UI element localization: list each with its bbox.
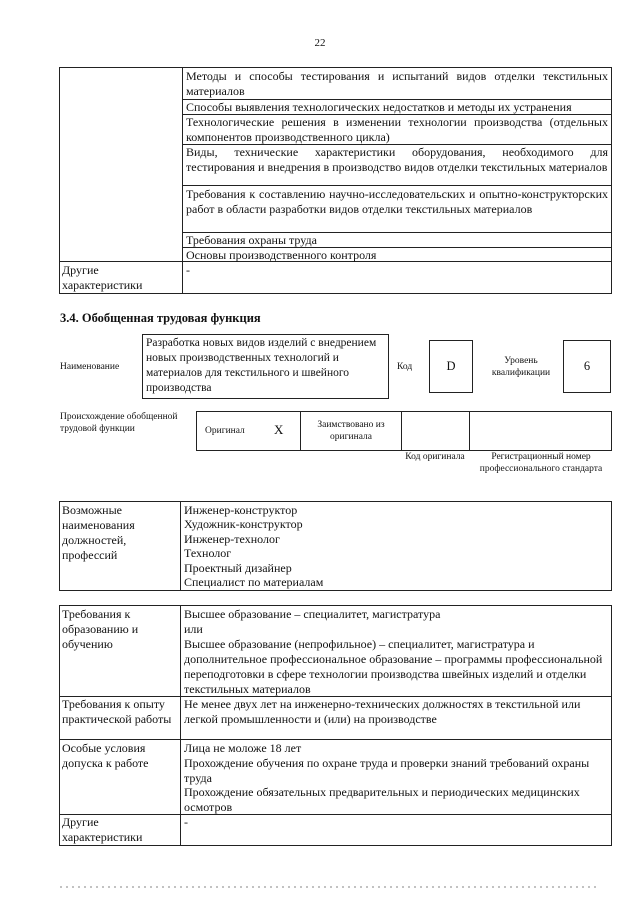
reg-number-caption: Регистрационный номер профессионального стандарта [479,452,603,474]
knowledge-item: Основы производственного контроля [186,248,377,262]
education-label: Требования к образованию и обучению [62,607,139,651]
level-label: Уровень квалификации [491,356,551,378]
page-number: 22 [314,37,326,49]
other-characteristics-label: Другие характеристики [62,263,143,292]
section-heading: 3.4. Обобщенная трудовая функция [60,311,261,325]
origin-label: Происхождение обобщенной трудовой функции [60,412,178,434]
experience-value: Не менее двух лет на инженерно-технических должностях в текстильной или легкой промышленности и (или) на производстве [184,697,581,726]
scan-artifact [60,886,600,888]
code-label: Код [397,362,413,372]
other-characteristics-value: - [186,263,190,277]
education-line: или [184,622,203,636]
education-line: Высшее образование – специалитет, магистратура [184,607,441,621]
knowledge-item: Виды, технические характеристики оборудования, необходимого для тестирования и внедрения в производство видов отделки текстильных материалов [186,145,608,174]
code-original-caption: Код оригинала [405,452,465,462]
name-value: Разработка новых видов изделий с внедрением новых производственных технологий и материалов для текстильного и швейного производства [146,337,377,394]
knowledge-item: Требования к составлению научно-исследовательских и опытно-конструкторских работ в области разработки видов отделки текстильных материалов [186,187,608,216]
borrowed-label: Заимствовано из оригинала [317,420,385,442]
position-item: Художник-конструктор [184,517,303,531]
knowledge-item: Способы выявления технологических недостатков и методы их устранения [186,100,572,114]
other-characteristics-value: - [184,815,188,829]
other-characteristics-label: Другие характеристики [62,815,143,844]
special-condition: Прохождение обучения по охране труда и проверки знаний требований охраны труда [184,756,590,785]
special-conditions-label: Особые условия допуска к работе [62,741,149,770]
knowledge-item: Методы и способы тестирования и испытаний видов отделки текстильных материалов [186,69,608,98]
special-condition: Лица не моложе 18 лет [184,741,302,755]
position-item: Специалист по материалам [184,575,324,589]
knowledge-item: Технологические решения в изменении технологии производства (отдельных компонентов производственного цикла) [186,115,608,144]
experience-label: Требования к опыту практической работы [62,697,172,726]
position-item: Инженер-технолог [184,532,280,546]
special-condition: Прохождение обязательных предварительных и периодических медицинских осмотров [184,785,580,814]
level-value: 6 [583,359,591,373]
original-label: Оригинал [205,426,245,436]
position-item: Технолог [184,546,232,560]
knowledge-item: Требования охраны труда [186,233,317,247]
position-item: Инженер-конструктор [184,503,298,517]
education-line: Высшее образование (непрофильное) – специалитет, магистратура и дополнительное профессиональное образование – программы профессиональной переподготовки в сфере технологии производства швейных изделий и отделки текстильных материалов [184,637,603,696]
name-label: Наименование [60,362,120,372]
positions-label: Возможные наименования должностей, профессий [62,503,135,562]
original-mark: X [274,422,284,437]
code-value: D [446,359,456,373]
position-item: Проектный дизайнер [184,561,292,575]
